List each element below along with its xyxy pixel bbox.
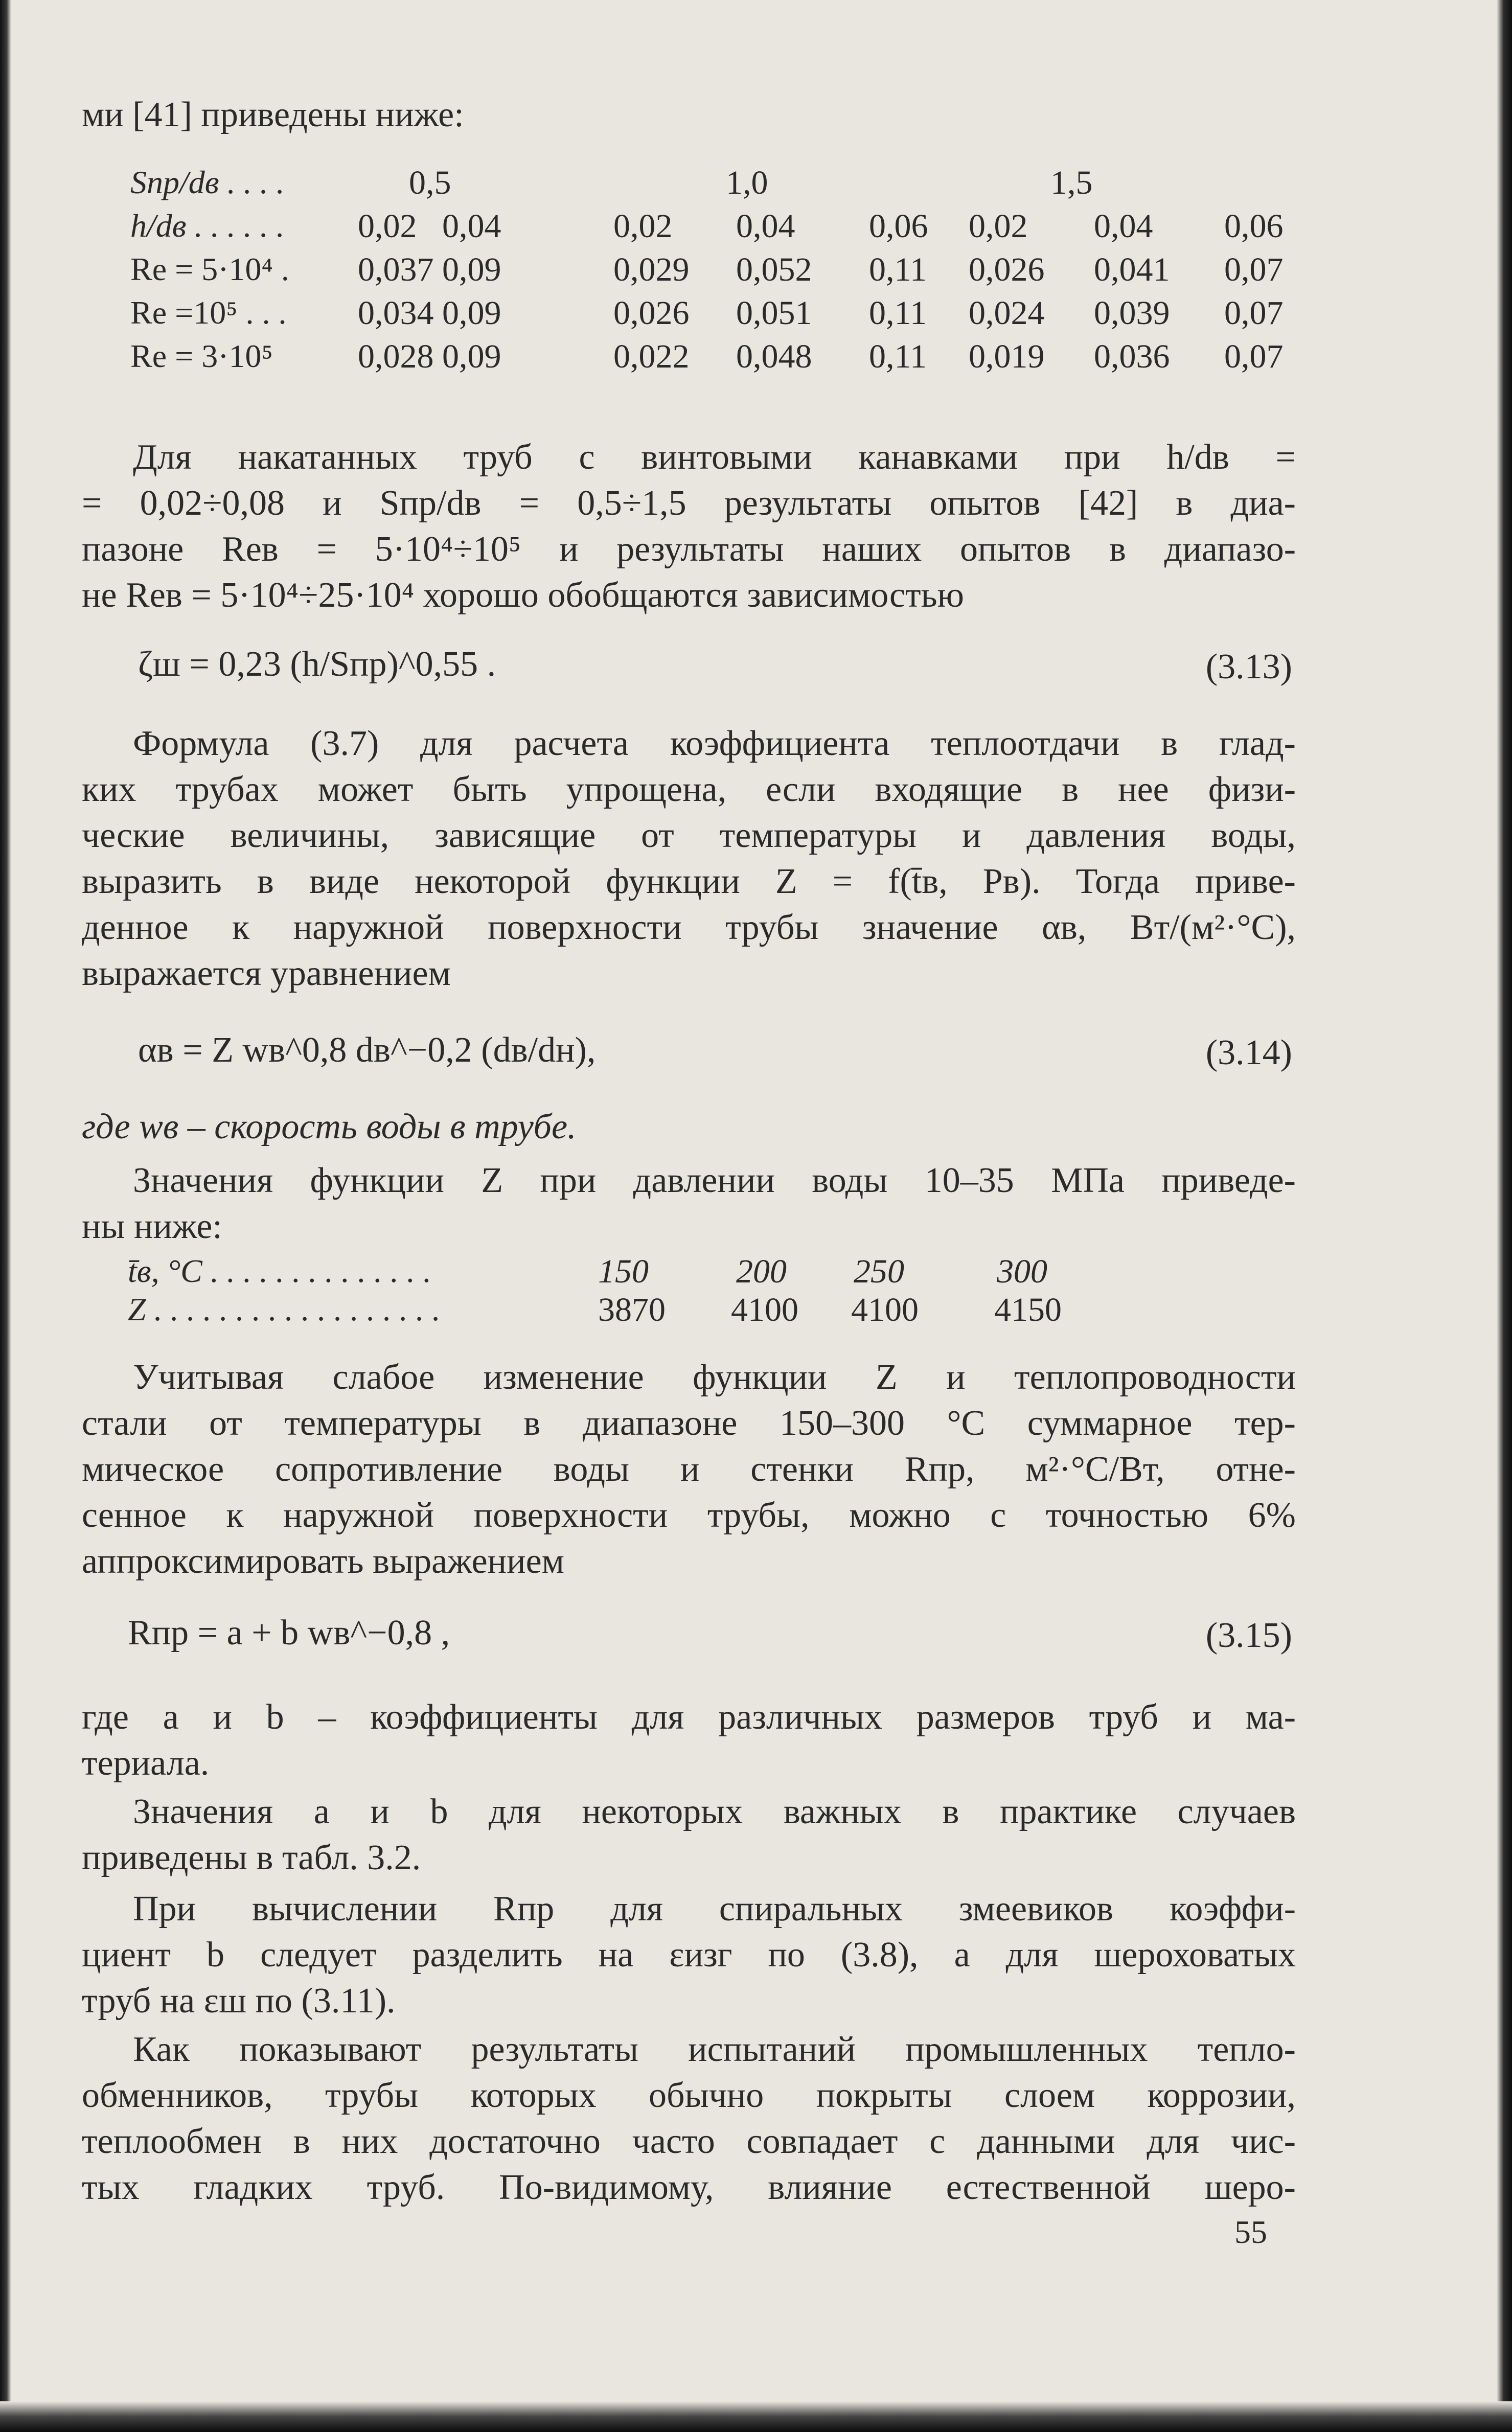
table1-cell: 0,06: [869, 208, 928, 245]
equation-3-14: αв = Z wв^0,8 dв^−0,2 (dв/dн),: [138, 1030, 596, 1070]
page-edge-bottom: [0, 2401, 1512, 2432]
text-line: где a и b – коэффициенты для различных размеров труб и ма-: [82, 1697, 1296, 1737]
table1-cell: 0,041: [1094, 251, 1170, 288]
text-line: не Reв = 5·10⁴÷25·10⁴ хорошо обобщаются зависимостью: [82, 576, 964, 615]
table1-header-value: 0,5: [409, 164, 451, 201]
text-line: Как показывают результаты испытаний промышленных тепло-: [133, 2030, 1296, 2069]
table1-cell: 0,029: [613, 251, 690, 288]
table1-cell: 0,09: [442, 338, 501, 375]
text-line: обменников, трубы которых обычно покрыты слоем коррозии,: [82, 2076, 1296, 2115]
table1-cell: 0,04: [1094, 208, 1153, 245]
table1-cell: 0,02: [969, 208, 1028, 245]
text-line: выражается уравнением: [82, 954, 451, 993]
table1-cell: 0,04: [736, 208, 795, 245]
page-number: 55: [1234, 2214, 1267, 2250]
table1-cell: 0,034: [358, 294, 434, 332]
table1-cell: 0,024: [969, 294, 1045, 332]
text-line: Значения a и b для некоторых важных в практике случаев: [133, 1792, 1296, 1831]
text-line: Формула (3.7) для расчета коэффициента теплоотдачи в глад-: [133, 724, 1296, 763]
table2-row-label: t̄в, °С . . . . . . . . . . . . . .: [128, 1253, 431, 1289]
table2-cell: 250: [854, 1253, 904, 1290]
table1-row-label: Re =10⁵ . . .: [130, 294, 287, 331]
text-line: циент b следует разделить на εизг по (3.8), а для шероховатых: [82, 1935, 1296, 1975]
table1-cell: 0,04: [442, 208, 501, 245]
table1-header-value: 1,0: [726, 164, 768, 201]
text-line: При вычислении Rпр для спиральных змеевиков коэффи-: [133, 1889, 1296, 1929]
table1-cell: 0,022: [613, 338, 690, 375]
table1-cell: 0,052: [736, 251, 812, 288]
page-edge-right: [1497, 0, 1512, 2432]
text-line: аппроксимировать выражением: [82, 1542, 564, 1581]
table1-cell: 0,019: [969, 338, 1045, 375]
table1-cell: 0,026: [969, 251, 1045, 288]
table1-cell: 0,09: [442, 251, 501, 288]
table1-header-label: Sпр/dв . . . .: [130, 164, 285, 200]
table2-cell: 4100: [731, 1291, 798, 1328]
text-line: труб на εш по (3.11).: [82, 1981, 396, 2021]
intro-line: ми [41] приведены ниже:: [82, 95, 464, 134]
equation-3-15: Rпр = a + b wв^−0,8 ,: [128, 1613, 450, 1653]
table1-row-label: h/dв . . . . . .: [130, 208, 285, 244]
text-line: Значения функции Z при давлении воды 10–35 МПа приведе-: [133, 1161, 1296, 1200]
table1-cell: 0,028: [358, 338, 434, 375]
table1-cell: 0,11: [869, 251, 927, 288]
table1-cell: 0,11: [869, 294, 927, 332]
table2-cell: 4150: [994, 1291, 1062, 1328]
table1-cell: 0,02: [358, 208, 417, 245]
text-line: тых гладких труб. По-видимому, влияние естественной шеро-: [82, 2168, 1296, 2207]
table1-header-value: 1,5: [1050, 164, 1093, 201]
text-line: денное к наружной поверхности трубы значение αв, Вт/(м²·°С),: [82, 908, 1296, 947]
table1-row-label: Re = 5·10⁴ .: [130, 251, 289, 287]
table1-cell: 0,051: [736, 294, 812, 332]
table1-cell: 0,07: [1224, 251, 1284, 288]
table1-cell: 0,026: [613, 294, 690, 332]
table1-row-label: Re = 3·10⁵: [130, 338, 273, 374]
table1-cell: 0,036: [1094, 338, 1170, 375]
table1-cell: 0,07: [1224, 294, 1284, 332]
text-line: териала.: [82, 1743, 210, 1783]
table2-cell: 4100: [851, 1291, 919, 1328]
table2-cell: 150: [598, 1253, 649, 1290]
text-line: ких трубах может быть упрощена, если входящие в нее физи-: [82, 770, 1296, 809]
text-line: = 0,02÷0,08 и Sпр/dв = 0,5÷1,5 результаты опытов [42] в диа-: [82, 484, 1296, 523]
table1-cell: 0,048: [736, 338, 812, 375]
table1-cell: 0,06: [1224, 208, 1284, 245]
text-line: Учитывая слабое изменение функции Z и теплопроводности: [133, 1358, 1296, 1397]
equation-3-13: ζш = 0,23 (h/Sпр)^0,55 .: [138, 645, 496, 684]
page-edge-left: [0, 0, 11, 2432]
equation-number: (3.13): [1205, 647, 1292, 686]
equation-number: (3.15): [1205, 1616, 1292, 1655]
table2-cell: 300: [997, 1253, 1047, 1290]
text-line: мическое сопротивление воды и стенки Rпр, м²·°С/Вт, отне-: [82, 1450, 1296, 1489]
text-line: выразить в виде некоторой функции Z = f(t̄в, Pв). Тогда приве-: [82, 862, 1296, 901]
text-line: ны ниже:: [82, 1207, 222, 1246]
table1-cell: 0,02: [613, 208, 673, 245]
table1-cell: 0,07: [1224, 338, 1284, 375]
text-line: ческие величины, зависящие от температуры и давления воды,: [82, 816, 1296, 855]
table2-cell: 3870: [598, 1291, 666, 1328]
table2-row-label: Z . . . . . . . . . . . . . . . . . .: [128, 1291, 441, 1327]
table1-cell: 0,039: [1094, 294, 1170, 332]
text-line: стали от температуры в диапазоне 150–300 °С суммарное тер-: [82, 1404, 1296, 1443]
text-line: сенное к наружной поверхности трубы, можно с точностью 6%: [82, 1496, 1296, 1535]
text-line: пазоне Reв = 5·10⁴÷10⁵ и результаты наших опытов в диапазо-: [82, 530, 1296, 569]
table1-cell: 0,037: [358, 251, 434, 288]
table1-cell: 0,09: [442, 294, 501, 332]
table2-cell: 200: [736, 1253, 787, 1290]
table1-cell: 0,11: [869, 338, 927, 375]
text-line: приведены в табл. 3.2.: [82, 1838, 421, 1877]
where-line: где wв – скорость воды в трубе.: [82, 1107, 577, 1146]
equation-number: (3.14): [1205, 1033, 1292, 1072]
text-line: теплообмен в них достаточно часто совпадает с данными для чис-: [82, 2122, 1296, 2161]
text-line: Для накатанных труб с винтовыми канавками при h/dв =: [133, 438, 1296, 477]
